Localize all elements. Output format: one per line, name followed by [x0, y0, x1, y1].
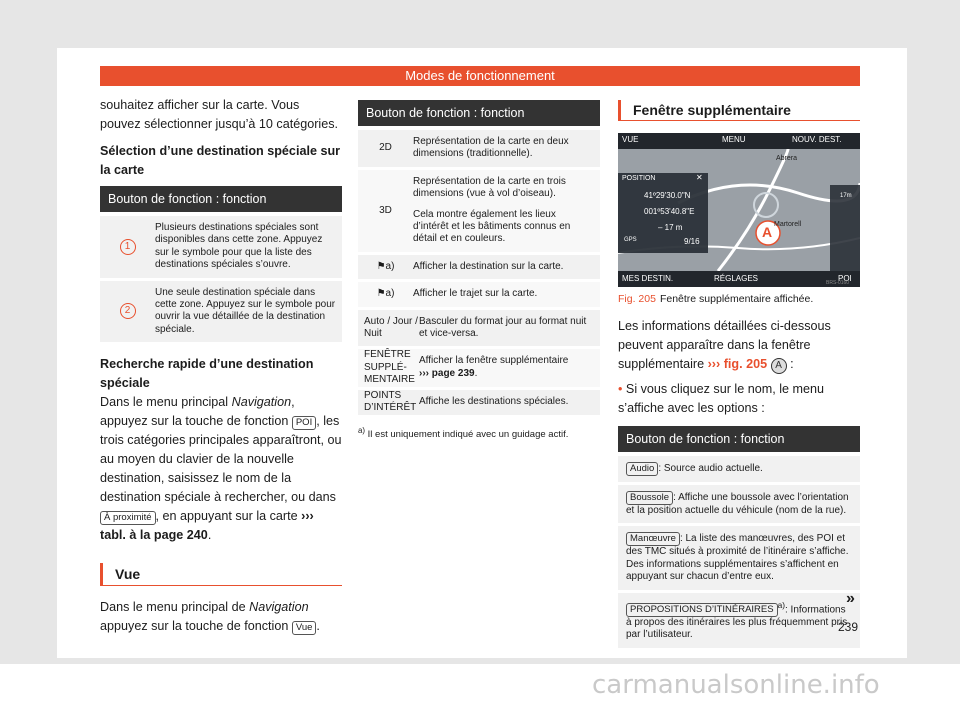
option-row: PROPOSITIONS D’ITINÉRAIRES $^{a)}$: Informations à propos des itinéraires les plus fréquemment pris par l’utilisateur. [618, 593, 860, 651]
info-paragraph: Les informations détaillées ci-dessous peuvent apparaître dans la fenêtre supplémentaire ››› fig. 205 A : [618, 317, 860, 374]
position-label: POSITION [622, 175, 656, 182]
table-header: Bouton de fonction : fonction [358, 100, 600, 126]
latitude-value: 41º29'30.0"N [644, 191, 691, 200]
search-paragraph: Dans le menu principal Navigation, appuyez sur la touche de fonction POI , les trois catégories principales apparaîtront, ou au moyen du clavier de la nouvelle destination, saisissez le nom de la destination spéciale à rechercher, ou dans À proximité , en appuyant sur la carte ››› tabl. à la page 240. [100, 395, 342, 543]
gps-label: GPS [624, 237, 637, 243]
vue-button[interactable]: VUE [622, 135, 639, 144]
table-ref[interactable]: ››› tabl. à la page 240 [100, 509, 314, 543]
page-header: Modes de fonctionnement [100, 66, 860, 86]
city-label: Martorell [774, 221, 802, 228]
row-text: Une seule destination spéciale dans cette zone. Appuyez sur le symbole pour ouvrir la vue détaillée de la destination spéciale. [155, 286, 336, 335]
vue-paragraph: Dans le menu principal de Navigation appuyez sur la touche de fonction Vue . [100, 600, 320, 634]
map-2d-icon: 2D [379, 142, 392, 154]
audio-key: Audio [626, 462, 658, 476]
fenetre-heading: Fenêtre supplémentaire [618, 100, 860, 121]
option-row: Boussole : Affiche une boussole avec l’orientation et la position actuelle du véhicule (nom de la rue). [618, 485, 860, 526]
marker-a-label: A [762, 224, 773, 240]
nav-screen-figure [618, 133, 860, 287]
table-row: 3D Représentation de la carte en trois dimensions (vue à vol d’oiseau). Cela montre également les lieux d’intérêt et les bâtiments connus en détail et en couleurs. [358, 170, 600, 255]
poi-key: POI [292, 416, 316, 430]
my-destinations-button[interactable]: MES DESTIN. [622, 274, 674, 283]
table-row: ⚑a) Afficher le trajet sur la carte. [358, 282, 600, 309]
destination-flag-icon: ⚑a) [376, 260, 395, 272]
city-label: Abrera [776, 155, 798, 162]
table-row: POINTS D’INTÉRÊT Affiche les destinations spéciales. [358, 390, 600, 418]
scale-label: 17m [840, 193, 852, 199]
table-header: Bouton de fonction : fonction [100, 186, 342, 212]
figure-caption: Fig. 205 Fenêtre supplémentaire affichée. [618, 293, 814, 305]
search-title: Recherche rapide d’une destination spéciale [100, 357, 314, 391]
figure-code: BRS-0160 [826, 280, 850, 286]
map-3d-icon: 3D [379, 204, 392, 216]
gps-satellites: 9/16 [684, 237, 700, 246]
vue-heading: Vue [100, 563, 342, 586]
column-1 [100, 96, 342, 636]
settings-button[interactable]: RÉGLAGES [714, 274, 759, 283]
table-row [100, 216, 342, 281]
table-row: 2D Représentation de la carte en deux dimensions (traditionnelle). [358, 130, 600, 170]
longitude-value: 001º53'40.8"E [644, 207, 695, 216]
close-icon[interactable]: ✕ [696, 173, 703, 182]
compass-key: Boussole [626, 491, 673, 505]
maneuver-key: Manœuvre [626, 532, 680, 546]
option-row: Manœuvre : La liste des manœuvres, des POI et des TMC situés à proximité de l’itinéraire s’affiche. Des informations supplémentaires s’affichent en appuyant sur chacun d’entre eux. [618, 526, 860, 592]
watermark: carmanualsonline.info [592, 670, 880, 700]
poi-button[interactable]: POI [838, 274, 852, 283]
table-row: ⚑a) Afficher la destination sur la carte. [358, 255, 600, 282]
vue-key: Vue [292, 621, 317, 635]
table-header: Bouton de fonction : fonction [618, 426, 860, 452]
option-row: Audio : Source audio actuelle. [618, 456, 860, 485]
table-row: Auto / Jour / Nuit Basculer du format jour au format nuit et vice-versa. [358, 310, 600, 350]
nearby-key: À proximité [100, 511, 156, 525]
column-2 [358, 100, 600, 440]
table-row [100, 281, 342, 346]
section-title: Sélection d’une destination spéciale sur la carte [100, 144, 341, 177]
page-ref[interactable]: ››› page 239 [419, 367, 475, 379]
page-number: 239 [838, 620, 859, 634]
row-text: Plusieurs destinations spéciales sont disponibles dans cette zone. Appuyez sur le symbole pour que la liste des destinations spéciales s’ouvre. [155, 222, 323, 271]
route-flag-icon: ⚑a) [376, 288, 395, 300]
number-2-icon: 2 [120, 303, 136, 319]
continue-mark: » [846, 590, 855, 607]
altitude-value: – 17 m [658, 223, 683, 232]
routes-key: PROPOSITIONS D’ITINÉRAIRES [626, 603, 778, 617]
column-3 [618, 100, 860, 651]
new-destination-button[interactable]: NOUV. DEST. [792, 135, 842, 144]
footnote: $^{a)}$ Il est uniquement indiqué avec un guidage actif. [358, 425, 569, 440]
number-1-icon: 1 [120, 239, 136, 255]
menu-button[interactable]: MENU [722, 135, 746, 144]
intro-text: souhaitez afficher sur la carte. Vous pouvez sélectionner jusqu’à 10 catégories. [100, 98, 339, 131]
table-row: FENÊTRE SUPPLÉ-MENTAIRE Afficher la fenêtre supplémentaire ››› page 239. [358, 349, 600, 389]
bullet-paragraph: • Si vous cliquez sur le nom, le menu s’affiche avec les options : [618, 382, 825, 415]
